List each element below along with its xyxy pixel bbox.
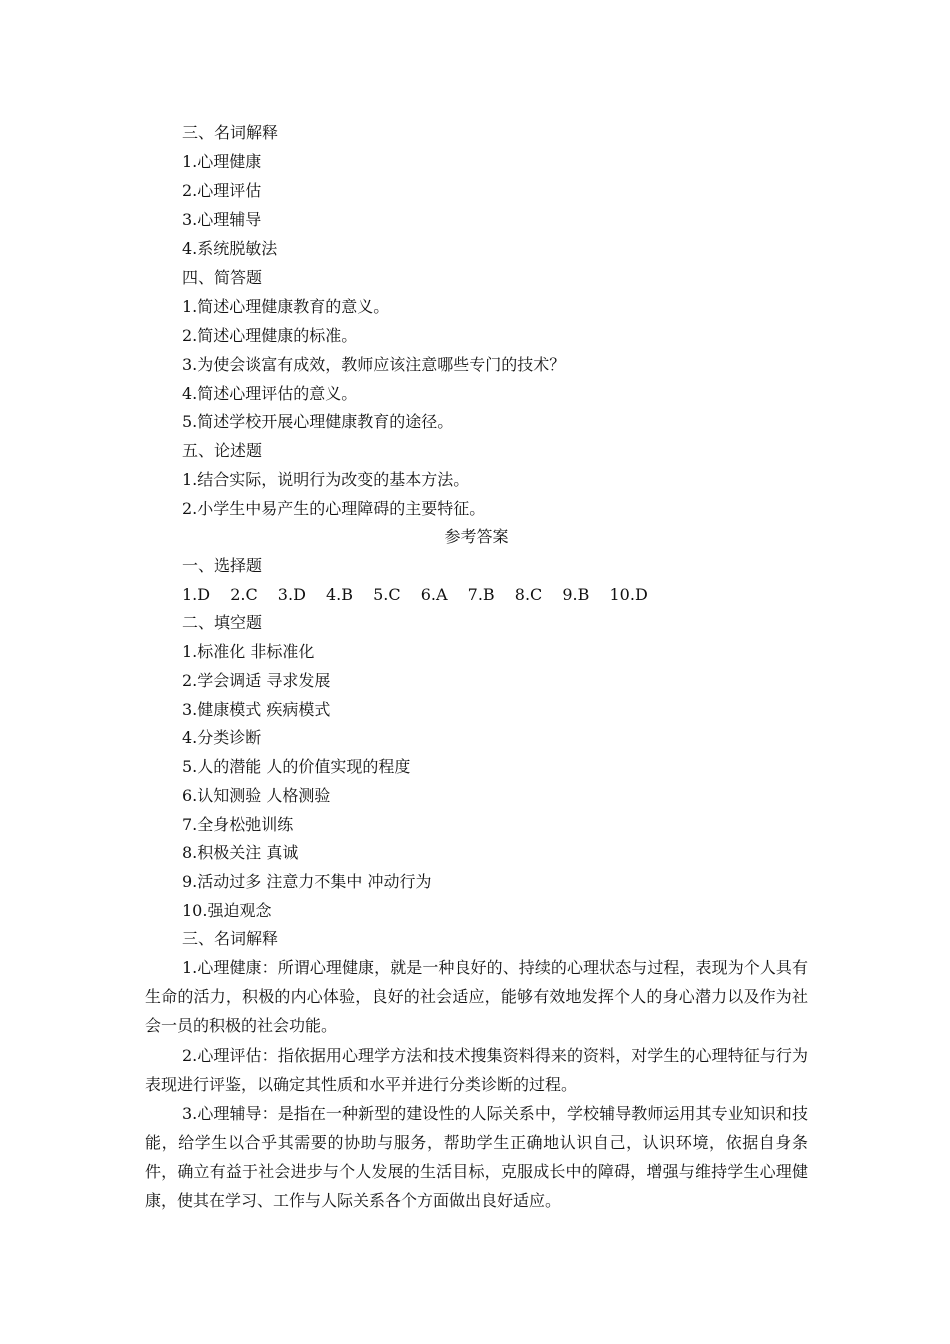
question-item: 2.简述心理健康的标准。 — [182, 326, 358, 345]
answer-heading-terms: 三、名词解释 — [182, 929, 279, 948]
definition-paragraph: 1.心理健康：所谓心理健康，就是一种良好的、持续的心理状态与过程，表现为个人具有生命的活力，积极的内心体验，良好的社会适应，能够有效地发挥个人的身心潜力以及作为社会一员的积极的社会功能。 — [145, 958, 808, 1035]
answer-heading-choice: 一、选择题 — [182, 556, 263, 575]
choice-answer: 2.C — [230, 585, 258, 604]
fill-answer: 10.强迫观念 — [182, 901, 272, 920]
fill-answer: 1.标准化 非标准化 — [182, 642, 315, 661]
fill-answer: 5.人的潜能 人的价值实现的程度 — [182, 757, 411, 776]
question-item: 1.心理健康 — [182, 152, 262, 171]
choice-answer: 5.C — [373, 585, 401, 604]
question-item: 4.简述心理评估的意义。 — [182, 384, 358, 403]
question-item: 3.为使会谈富有成效，教师应该注意哪些专门的技术？ — [182, 355, 566, 374]
fill-answer: 6.认知测验 人格测验 — [182, 786, 331, 805]
definition-paragraph: 3.心理辅导：是指在一种新型的建设性的人际关系中，学校辅导教师运用其专业知识和技能，给学生以合乎其需要的协助与服务，帮助学生正确地认识自己，认识环境，依据自身条件，确立有益于社会进步与个人发展的生活目标，克服成长中的障碍，增强与维持学生心理健康，使其在学习、工作与人际关系各个方面做出良好适应。 — [145, 1104, 808, 1210]
fill-answer: 2.学会调适 寻求发展 — [182, 671, 331, 690]
section-heading-essay: 五、论述题 — [182, 441, 263, 460]
answers-title: 参考答案 — [444, 527, 509, 546]
question-item: 5.简述学校开展心理健康教育的途径。 — [182, 412, 454, 431]
question-item: 2.小学生中易产生的心理障碍的主要特征。 — [182, 499, 486, 518]
fill-answer: 4.分类诊断 — [182, 728, 262, 747]
choice-answer: 6.A — [420, 585, 448, 604]
fill-answer: 3.健康模式 疾病模式 — [182, 700, 331, 719]
fill-answer: 7.全身松弛训练 — [182, 815, 294, 834]
choice-answer: 7.B — [467, 585, 495, 604]
question-item: 1.简述心理健康教育的意义。 — [182, 297, 390, 316]
choice-answer: 9.B — [562, 585, 590, 604]
choice-answer: 3.D — [277, 585, 306, 604]
choice-answers-row — [182, 584, 663, 606]
question-item: 3.心理辅导 — [182, 210, 262, 229]
question-item: 2.心理评估 — [182, 181, 262, 200]
choice-answer: 8.C — [514, 585, 543, 604]
question-item: 4.系统脱敏法 — [182, 239, 278, 258]
section-heading-short-answer: 四、简答题 — [182, 268, 263, 287]
fill-answer: 9.活动过多 注意力不集中 冲动行为 — [182, 872, 432, 891]
answer-heading-fill: 二、填空题 — [182, 613, 263, 632]
question-item: 1.结合实际，说明行为改变的基本方法。 — [182, 470, 470, 489]
definition-paragraph: 2.心理评估：指依据用心理学方法和技术搜集资料得来的资料，对学生的心理特征与行为表现进行评鉴，以确定其性质和水平并进行分类诊断的过程。 — [145, 1046, 808, 1094]
choice-answer: 1.D — [182, 585, 211, 604]
choice-answer: 4.B — [325, 585, 354, 604]
section-heading-terms: 三、名词解释 — [182, 123, 279, 142]
fill-answer: 8.积极关注 真诚 — [182, 843, 299, 862]
choice-answer: 10.D — [609, 585, 648, 604]
